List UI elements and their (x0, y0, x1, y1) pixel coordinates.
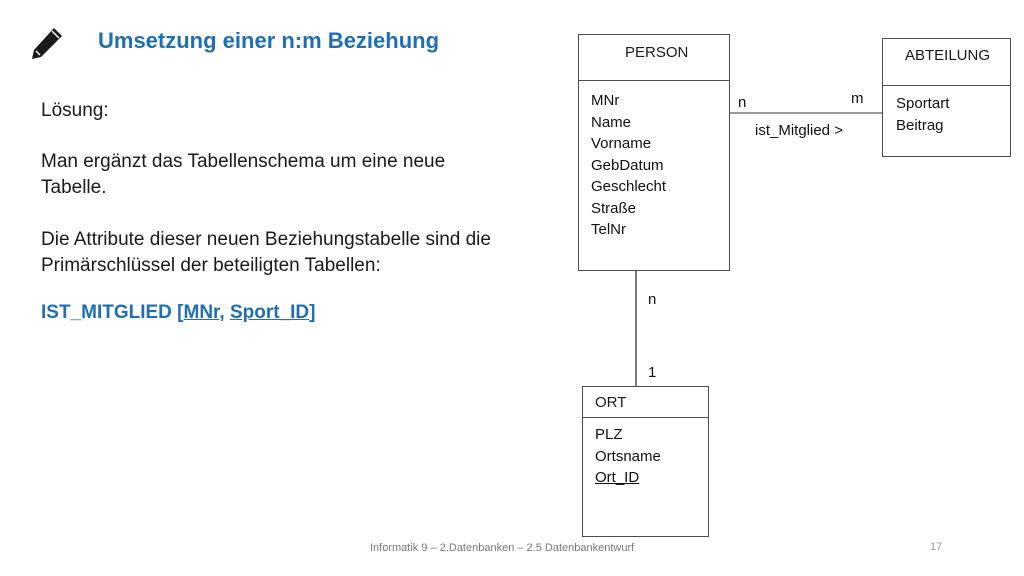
cardinality-abteilung-m: m (851, 90, 864, 107)
attribute: Straße (591, 199, 637, 217)
schema-key-sport-id: Sport_ID (229, 302, 310, 323)
attribute: Name (591, 113, 632, 131)
page-title: Umsetzung einer n:m Beziehung (98, 28, 440, 53)
attribute: GebDatum (591, 156, 664, 174)
attribute: Beitrag (896, 116, 944, 134)
entity-person-attributes (579, 81, 729, 241)
attribute: MNr (591, 92, 620, 109)
attribute: PLZ (595, 426, 623, 443)
entity-ort-attributes (583, 418, 708, 489)
schema-separator: , (219, 302, 230, 323)
page-number: 17 (930, 541, 943, 553)
schema-prefix: IST_MITGLIED [ (41, 302, 184, 323)
cardinality-person-n: n (738, 94, 747, 111)
entity-person (578, 34, 730, 271)
relationship-label: ist_Mitglied > (755, 122, 843, 139)
cardinality-ort-1: 1 (648, 364, 657, 381)
attribute: Ortsname (595, 447, 661, 465)
entity-abteilung (882, 38, 1011, 157)
entity-ort-name: ORT (583, 387, 708, 418)
explanation-paragraph-2: Die Attribute dieser neuen Beziehungstabelle sind die Primärschlüssel der beteiligten Tabellen: (41, 229, 491, 276)
attribute: TelNr (591, 221, 627, 238)
explanation-paragraph-1: Man ergänzt das Tabellenschema um eine neue Tabelle. (41, 151, 446, 198)
attribute: Sportart (896, 95, 950, 112)
attribute: Vorname (591, 135, 652, 152)
schema-suffix: ] (309, 302, 316, 323)
footer-text: Informatik 9 – 2.Datenbanken – 2.5 Datenbankentwurf (370, 542, 635, 554)
cardinality-person-ort-n: n (648, 291, 657, 308)
attribute: Geschlecht (591, 178, 667, 195)
solution-heading: Lösung: (41, 100, 109, 121)
attribute-key: Ort_ID (595, 469, 640, 486)
entity-person-name: PERSON (579, 35, 729, 81)
entity-ort (582, 386, 709, 537)
schema-key-mnr: MNr (183, 302, 220, 323)
entity-abteilung-name: ABTEILUNG (883, 39, 1010, 86)
entity-abteilung-attributes (883, 86, 1010, 136)
